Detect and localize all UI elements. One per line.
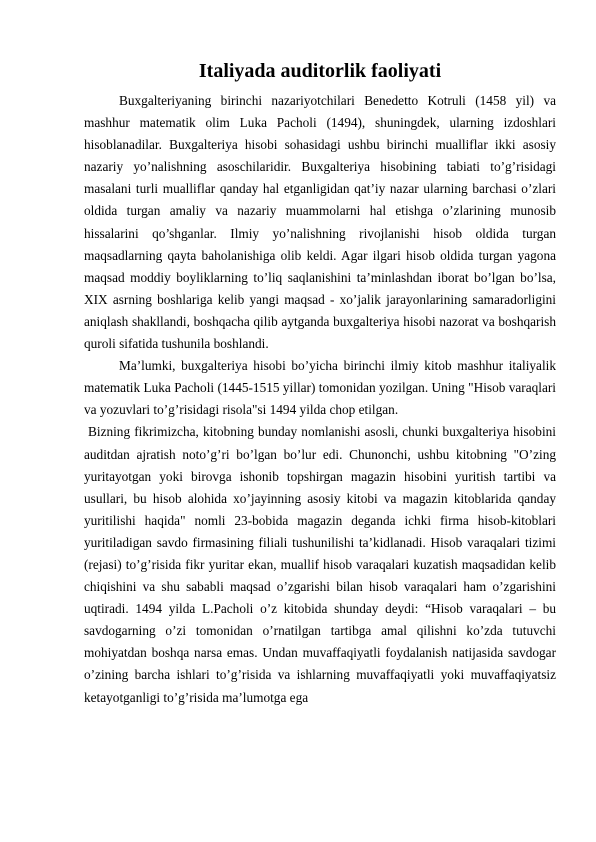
paragraph-3: Bizning fikrimizcha, kitobning bunday nomlanishi asosli, chunki buxgalteriya hisobini auditdan ajratish noto’g’ri bo’lgan bo’lur edi. Chunonchi, ushbu kitobning "O’zing yuritayotgan yoki birovga ishonib topshirgan magazin hisobini yuritish tartibi va usullari, bu hisob alohida xo’jayinning asosiy kitobi va magazin kitoblarida qanday yuritilishi haqida" nomli 23-bobida magazin deganda ichki firma hisob-kitoblari yuritiladigan savdo firmasining filiali tushunilishi ta’kidlanadi. Hisob varaqalari tizimi (rejasi) to’g’risida fikr yuritar ekan, muallif hisob varaqalari kuzatish maqsadidan kelib chiqishini va shu sababli maqsad o’zgarishi bilan hisob varaqalari ham o’zgarishini uqtiradi. 1494 yilda L.Pacholi o’z kitobida shunday deydi: “Hisob varaqalari – bu savdogarning o’zi tomonidan o’rnatilgan tartibga amal qilishni ko’zda tutuvchi mohiyatdan boshqa narsa emas. Undan muvaffaqiyatli foydalanish natijasida savdogar o’zining barcha ishlari to’g’risida va ishlarning muvaffaqiyatli yoki muvaffaqiyatsiz ketayotganligi to’g’risida ma’lumotga ega — [84, 424, 556, 705]
paragraph-1: Buxgalteriyaning birinchi nazariyotchilari Benedetto Kotruli (1458 yil) va mashhur matematik olim Luka Pacholi (1494), shuningdek, ularning izdoshlari hisoblanadilar. Buxgalteriya hisobi sohasidagi ushbu birinchi mualliflar ikki asosiy nazariy yo’nalishning asoschilaridir. Buxgalteriya hisobining tabiati to’g’risidagi masalani turli mualliflar qanday hal etganligidan qat’iy nazar ularning barchasi o’zlari oldida turgan amaliy va nazariy muammolarni hal etishga o’zlarining munosib hissalarini qo’shganlar. Ilmiy yo’nalishning rivojlanishi hisob oldida turgan maqsadlarning qayta baholanishiga olib keldi. Agar ilgari hisob oldida turgan yagona maqsad moddiy boyliklarning to’liq saqlanishini ta’minlashdan iborat bo’lgan bo’lsa, XIX asrning boshlariga kelib yangi maqsad - xo’jalik jarayonlarining samaradorligini aniqlash shakllandi, boshqacha qilib aytganda buxgalteriya hisobi nazorat va boshqarish quroli sifatida tushunila boshlandi. — [84, 93, 556, 352]
page-title: Italiyada auditorlik faoliyati — [198, 60, 442, 82]
document-page — [84, 58, 556, 709]
paragraph-2: Ma’lumki, buxgalteriya hisobi bo’yicha birinchi ilmiy kitob mashhur italiyalik matematik Luka Pacholi (1445-1515 yillar) tomonidan yozilgan. Uning "Hisob varaqlari va yozuvlari to’g’risidagi risola"si 1494 yilda chop etilgan. — [84, 358, 556, 418]
